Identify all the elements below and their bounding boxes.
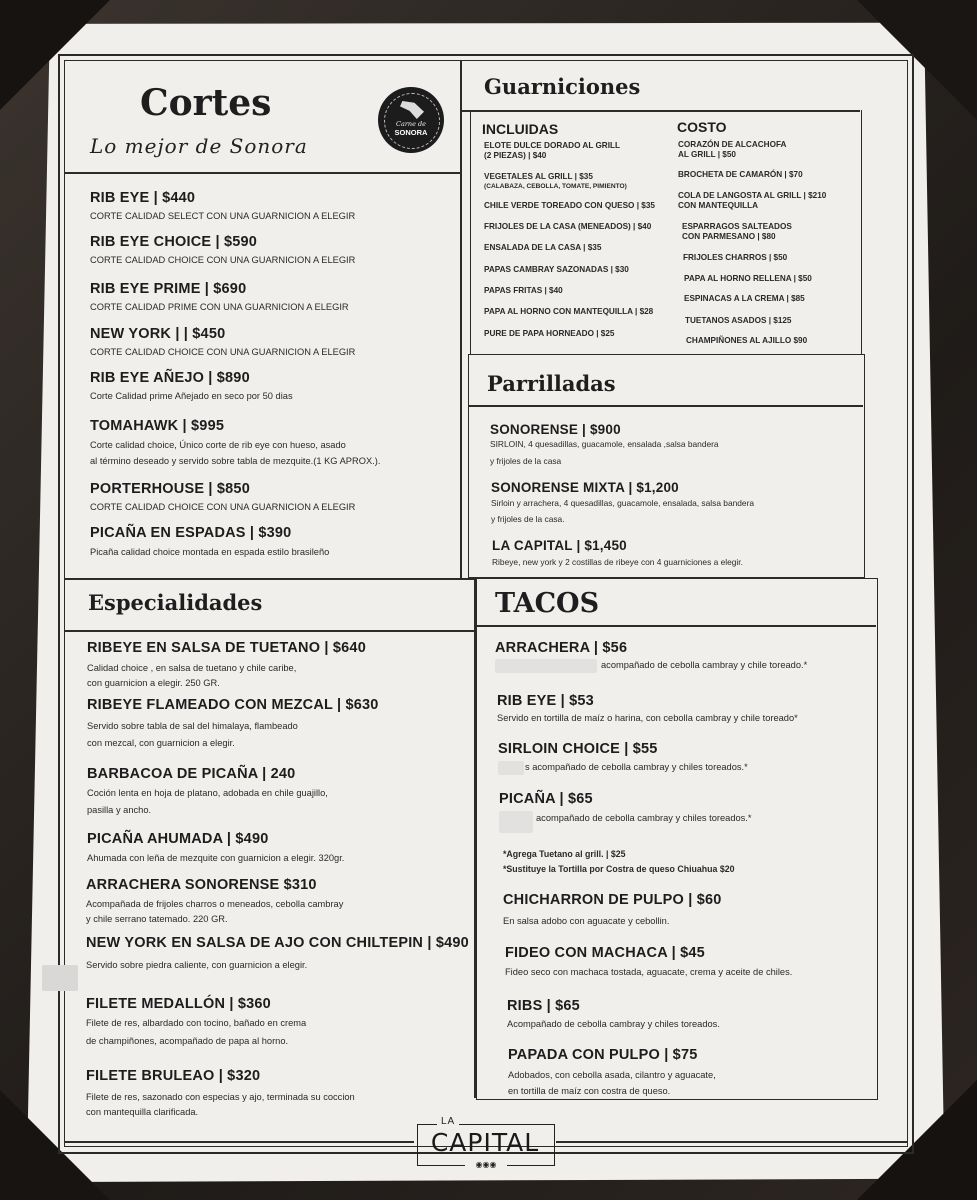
costo-heading: COSTO [677, 119, 727, 135]
menu-item-name: LA CAPITAL | $1,450 [492, 538, 627, 553]
side-item: ESPINACAS A LA CREMA | $85 [684, 294, 805, 303]
divider [556, 1141, 908, 1143]
side-item: PAPAS CAMBRAY SAZONADAS | $30 [484, 265, 629, 274]
cortes-subtitle: Lo mejor de Sonora [90, 134, 308, 158]
menu-item-name: NEW YORK EN SALSA DE AJO CON CHILTEPIN | $490 [86, 935, 469, 951]
menu-item-desc: Ribeye, new york y 2 costillas de ribeye con 4 guarniciones a elegir. [492, 557, 743, 567]
divider [460, 60, 462, 580]
menu-item-desc: y frijoles de la casa [490, 456, 562, 466]
side-item: COLA DE LANGOSTA AL GRILL | $210 [678, 191, 827, 200]
menu-item-name: FIDEO CON MACHACA | $45 [505, 945, 705, 961]
side-item: ESPARRAGOS SALTEADOS [682, 222, 792, 231]
side-item: PAPA AL HORNO RELLENA | $50 [684, 274, 812, 283]
side-item: CON PARMESANO | $80 [682, 232, 776, 241]
menu-item-desc: s acompañado de cebolla cambray y chiles toreados.* [525, 762, 748, 772]
menu-item-desc: Servido sobre tabla de sal del himalaya, flambeado [87, 721, 298, 731]
menu-item-name: RIB EYE PRIME | $690 [90, 281, 247, 297]
menu-item-name: RIB EYE | $440 [90, 190, 196, 206]
side-item: CHAMPIÑONES AL AJILLO $90 [686, 336, 808, 345]
menu-item-name: FILETE MEDALLÓN | $360 [86, 996, 271, 1012]
menu-item-name: RIB EYE AÑEJO | $890 [90, 370, 250, 386]
menu-item-name: ARRACHERA | $56 [495, 640, 628, 656]
side-item: CON MANTEQUILLA [678, 201, 759, 210]
side-item: BROCHETA DE CAMARÓN | $70 [678, 170, 803, 179]
menu-item-name: PORTERHOUSE | $850 [90, 481, 250, 497]
side-item: ELOTE DULCE DORADO AL GRILL [484, 141, 621, 150]
menu-item-name: RIBEYE FLAMEADO CON MEZCAL | $630 [87, 697, 379, 713]
menu-item-desc: acompañado de cebolla cambray y chile toreado.* [601, 660, 808, 670]
divider [476, 625, 876, 627]
side-item: ENSALADA DE LA CASA | $35 [484, 243, 602, 252]
menu-item-desc: en tortilla de maíz con costra de queso. [508, 1086, 671, 1096]
la-capital-logo [415, 1116, 555, 1170]
menu-item-desc: Ahumada con leña de mezquite con guarnicion a elegir. 320gr. [87, 853, 345, 863]
menu-item-desc: Fideo seco con machaca tostada, aguacate, crema y aceite de chiles. [505, 967, 793, 977]
menu-item-desc: de champiñones, acompañado de papa al horno. [86, 1036, 289, 1046]
menu-item-desc: con mezcal, con guarnicion a elegir. [87, 738, 235, 748]
menu-item-desc: Filete de res, albardado con tocino, bañado en crema [86, 1018, 307, 1028]
menu-item-desc: CORTE CALIDAD SELECT CON UNA GUARNICION A ELEGIR [90, 211, 356, 221]
menu-item-desc: pasilla y ancho. [87, 805, 152, 815]
menu-item-desc: Servido en tortilla de maíz o harina, con cebolla cambray y chile toreado* [497, 713, 798, 723]
menu-item-desc: con guarnicion a elegir. 250 GR. [87, 678, 220, 688]
side-item: PAPAS FRITAS | $40 [484, 286, 563, 295]
divider [64, 1141, 414, 1143]
menu-item-name: RIBS | $65 [507, 998, 580, 1014]
menu-item-name: NEW YORK | | $450 [90, 326, 226, 342]
menu-item-name: SONORENSE MIXTA | $1,200 [491, 480, 679, 495]
menu-item-name: SONORENSE | $900 [490, 422, 621, 437]
logo-name: CAPITAL [430, 1128, 540, 1157]
covered-text-patch [495, 659, 597, 673]
divider [64, 578, 476, 580]
menu-item-name: RIBEYE EN SALSA DE TUETANO | $640 [87, 640, 366, 656]
menu-item-name: PAPADA CON PULPO | $75 [508, 1047, 698, 1063]
menu-item-desc: Sirloin y arrachera, 4 quesadillas, guacamole, ensalada, salsa bandera [491, 498, 755, 508]
side-item: PAPA AL HORNO CON MANTEQUILLA | $28 [484, 307, 654, 316]
side-item: TUETANOS ASADOS | $125 [685, 316, 792, 325]
menu-item-desc: Filete de res, sazonado con especias y ajo, terminada su coccion [86, 1092, 355, 1102]
menu-item-desc: y frijoles de la casa. [491, 514, 565, 524]
menu-item-desc: Picaña calidad choice montada en espada estilo brasileño [90, 547, 330, 557]
menu-item-desc: Acompañada de frijoles charros o meneados, cebolla cambray [86, 899, 344, 909]
tape-mark [42, 965, 78, 991]
menu-item-name: CHICHARRON DE PULPO | $60 [503, 892, 722, 908]
side-item: CORAZÓN DE ALCACHOFA [678, 140, 787, 149]
cortes-title: Cortes [140, 82, 272, 124]
menu-item-name: BARBACOA DE PICAÑA | 240 [87, 766, 296, 782]
menu-item-desc: En salsa adobo con aguacate y cebollin. [503, 916, 670, 926]
menu-item-desc: Servido sobre piedra caliente, con guarnicion a elegir. [86, 960, 308, 970]
side-item: VEGETALES AL GRILL | $35 [484, 172, 593, 181]
menu-item-desc: Corte calidad choice, Único corte de rib eye con hueso, asado [90, 440, 346, 450]
menu-item-desc: CORTE CALIDAD CHOICE CON UNA GUARNICION A ELEGIR [90, 255, 356, 265]
menu-item-desc: CORTE CALIDAD CHOICE CON UNA GUARNICION A ELEGIR [90, 347, 356, 357]
especialidades-title: Especialidades [88, 590, 263, 615]
menu-item-desc: CORTE CALIDAD PRIME CON UNA GUARNICION A ELEGIR [90, 302, 349, 312]
menu-item-name: RIB EYE CHOICE | $590 [90, 234, 258, 250]
side-item: AL GRILL | $50 [678, 150, 736, 159]
menu-item-desc: y chile serrano tatemado. 220 GR. [86, 914, 228, 924]
social-icons: ◉◉◉ [465, 1160, 507, 1169]
guarniciones-title: Guarniciones [484, 74, 641, 99]
menu-item-desc: Coción lenta en hoja de platano, adobada en chile guajillo, [87, 788, 328, 798]
menu-item-name: PICAÑA AHUMADA | $490 [87, 831, 269, 847]
menu-item-name: TOMAHAWK | $995 [90, 418, 225, 434]
menu-item-name: FILETE BRULEAO | $320 [86, 1068, 261, 1084]
menu-item-desc: al término deseado y servido sobre tabla de mezquite.(1 KG APROX.). [90, 456, 381, 466]
side-item: FRIJOLES DE LA CASA (MENEADOS) | $40 [484, 222, 652, 231]
side-item: CHILE VERDE TOREADO CON QUESO | $35 [484, 201, 655, 210]
logo-la-text: LA [437, 1116, 459, 1127]
menu-item-desc: con mantequilla clarificada. [86, 1107, 199, 1117]
covered-text-patch [498, 761, 524, 775]
divider [64, 630, 476, 632]
menu-item-name: ARRACHERA SONORENSE $310 [86, 877, 317, 893]
carne-de-sonora-seal: Carne de SONORA [378, 87, 444, 153]
menu-item-name: RIB EYE | $53 [497, 693, 594, 709]
covered-text-patch [499, 811, 533, 833]
incluidas-heading: INCLUIDAS [482, 121, 559, 137]
menu-item-desc: CORTE CALIDAD CHOICE CON UNA GUARNICION A ELEGIR [90, 502, 356, 512]
side-item: (CALABAZA, CEBOLLA, TOMATE, PIMIENTO) [484, 183, 627, 190]
menu-item-desc: acompañado de cebolla cambray y chiles toreados.* [536, 813, 752, 823]
menu-item-desc: Adobados, con cebolla asada, cilantro y aguacate, [508, 1070, 716, 1080]
extra-note: *Sustituye la Tortilla por Costra de queso Chiuahua $20 [503, 864, 735, 874]
menu-item-name: SIRLOIN CHOICE | $55 [498, 741, 658, 757]
extra-note: *Agrega Tuetano al grill. | $25 [503, 849, 626, 859]
menu-item-desc: SIRLOIN, 4 quesadillas, guacamole, ensalada ,salsa bandera [490, 439, 719, 449]
side-item: (2 PIEZAS) | $40 [484, 151, 547, 160]
menu-item-desc: Calidad choice , en salsa de tuetano y chile caribe, [87, 663, 297, 673]
parrilladas-title: Parrilladas [487, 371, 616, 396]
menu-item-desc: Corte Calidad prime Añejado en seco por 50 dias [90, 391, 293, 401]
divider [64, 172, 460, 174]
side-item: FRIJOLES CHARROS | $50 [683, 253, 788, 262]
divider [460, 110, 860, 112]
tacos-title: TACOS [495, 588, 600, 619]
menu-item-desc: Acompañado de cebolla cambray y chiles toreados. [507, 1019, 720, 1029]
side-item: PURE DE PAPA HORNEADO | $25 [484, 329, 615, 338]
menu-item-name: PICAÑA EN ESPADAS | $390 [90, 525, 292, 541]
divider [468, 405, 863, 407]
menu-item-name: PICAÑA | $65 [499, 791, 593, 807]
